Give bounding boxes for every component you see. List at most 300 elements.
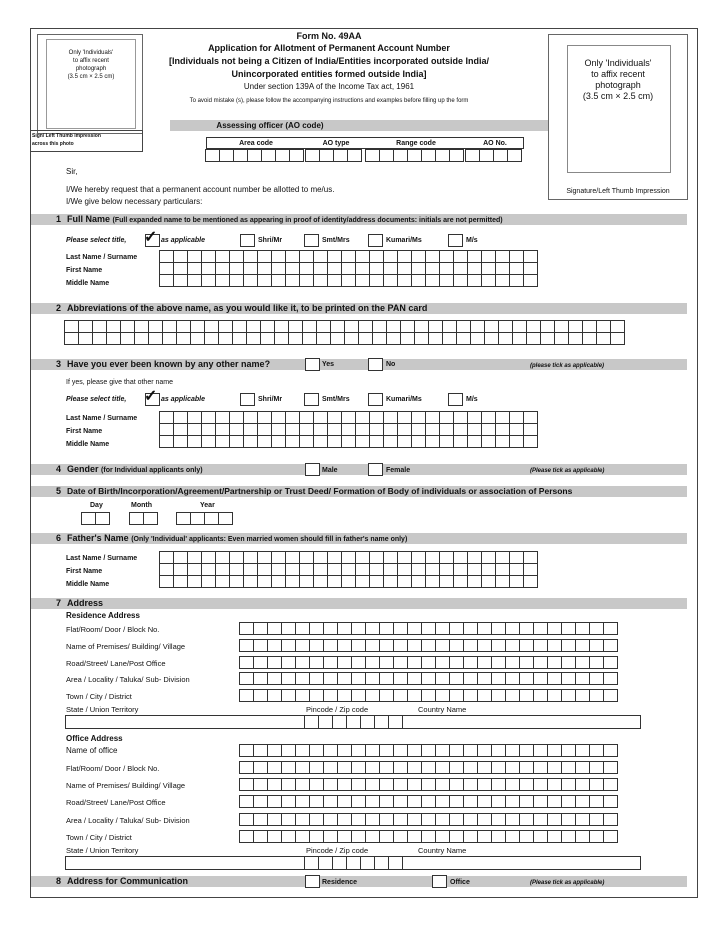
char-cell[interactable] xyxy=(289,149,304,162)
char-cell[interactable] xyxy=(365,639,380,652)
char-cell[interactable] xyxy=(495,274,510,287)
char-cell[interactable] xyxy=(421,744,436,757)
char-cell[interactable] xyxy=(379,656,394,669)
char-cell[interactable] xyxy=(159,435,174,448)
char-cell[interactable] xyxy=(449,622,464,635)
char-cell[interactable] xyxy=(239,672,254,685)
char-cell[interactable] xyxy=(243,274,258,287)
char-cell[interactable] xyxy=(162,332,177,345)
char-cell[interactable] xyxy=(481,575,496,588)
char-cell[interactable] xyxy=(554,332,569,345)
s8-checkbox-residence[interactable] xyxy=(305,875,320,888)
char-cell[interactable] xyxy=(603,672,618,685)
char-cell[interactable] xyxy=(575,744,590,757)
char-cell[interactable] xyxy=(365,813,380,826)
char-cell[interactable] xyxy=(477,689,492,702)
char-cell[interactable] xyxy=(323,689,338,702)
char-cell[interactable] xyxy=(603,761,618,774)
char-cell[interactable] xyxy=(379,795,394,808)
s7-off-premises-grid[interactable] xyxy=(240,778,618,791)
char-cell[interactable] xyxy=(257,274,272,287)
char-cell[interactable] xyxy=(533,672,548,685)
char-cell[interactable] xyxy=(299,274,314,287)
char-cell[interactable] xyxy=(239,795,254,808)
char-cell[interactable] xyxy=(120,332,135,345)
char-cell[interactable] xyxy=(596,332,611,345)
char-cell[interactable] xyxy=(465,149,480,162)
char-cell[interactable] xyxy=(449,795,464,808)
char-cell[interactable] xyxy=(173,274,188,287)
char-cell[interactable] xyxy=(369,274,384,287)
char-cell[interactable] xyxy=(201,575,216,588)
char-cell[interactable] xyxy=(463,795,478,808)
char-cell[interactable] xyxy=(484,332,499,345)
char-cell[interactable] xyxy=(463,622,478,635)
char-cell[interactable] xyxy=(388,856,403,870)
char-cell[interactable] xyxy=(243,575,258,588)
char-cell[interactable] xyxy=(229,575,244,588)
char-cell[interactable] xyxy=(582,332,597,345)
char-cell[interactable] xyxy=(323,778,338,791)
char-cell[interactable] xyxy=(304,715,319,729)
char-cell[interactable] xyxy=(365,795,380,808)
char-cell[interactable] xyxy=(449,761,464,774)
char-cell[interactable] xyxy=(281,639,296,652)
char-cell[interactable] xyxy=(285,435,300,448)
char-cell[interactable] xyxy=(547,656,562,669)
char-cell[interactable] xyxy=(64,332,79,345)
char-cell[interactable] xyxy=(295,672,310,685)
char-cell[interactable] xyxy=(341,274,356,287)
char-cell[interactable] xyxy=(540,332,555,345)
char-cell[interactable] xyxy=(383,274,398,287)
char-cell[interactable] xyxy=(388,715,403,729)
char-cell[interactable] xyxy=(260,332,275,345)
char-cell[interactable] xyxy=(519,744,534,757)
char-cell[interactable] xyxy=(435,795,450,808)
char-cell[interactable] xyxy=(309,689,324,702)
char-cell[interactable] xyxy=(493,149,508,162)
char-cell[interactable] xyxy=(351,656,366,669)
s7-res-premises-grid[interactable] xyxy=(240,639,618,652)
char-cell[interactable] xyxy=(239,830,254,843)
char-cell[interactable] xyxy=(393,149,408,162)
char-cell[interactable] xyxy=(589,761,604,774)
char-cell[interactable] xyxy=(463,761,478,774)
s5-day-grid[interactable] xyxy=(82,512,110,525)
char-cell[interactable] xyxy=(267,672,282,685)
s4-checkbox-female[interactable] xyxy=(368,463,383,476)
char-cell[interactable] xyxy=(435,813,450,826)
char-cell[interactable] xyxy=(561,689,576,702)
char-cell[interactable] xyxy=(106,332,121,345)
char-cell[interactable] xyxy=(261,149,276,162)
char-cell[interactable] xyxy=(337,830,352,843)
char-cell[interactable] xyxy=(309,813,324,826)
char-cell[interactable] xyxy=(505,795,520,808)
char-cell[interactable] xyxy=(379,672,394,685)
char-cell[interactable] xyxy=(505,761,520,774)
char-cell[interactable] xyxy=(346,715,361,729)
char-cell[interactable] xyxy=(347,149,362,162)
char-cell[interactable] xyxy=(421,761,436,774)
char-cell[interactable] xyxy=(467,435,482,448)
char-cell[interactable] xyxy=(547,744,562,757)
char-cell[interactable] xyxy=(463,689,478,702)
char-cell[interactable] xyxy=(477,778,492,791)
char-cell[interactable] xyxy=(425,274,440,287)
char-cell[interactable] xyxy=(360,856,375,870)
char-cell[interactable] xyxy=(575,778,590,791)
char-cell[interactable] xyxy=(449,689,464,702)
char-cell[interactable] xyxy=(421,639,436,652)
char-cell[interactable] xyxy=(505,639,520,652)
char-cell[interactable] xyxy=(397,274,412,287)
char-cell[interactable] xyxy=(281,813,296,826)
char-cell[interactable] xyxy=(561,813,576,826)
char-cell[interactable] xyxy=(407,761,422,774)
char-cell[interactable] xyxy=(547,795,562,808)
char-cell[interactable] xyxy=(439,274,454,287)
char-cell[interactable] xyxy=(421,778,436,791)
char-cell[interactable] xyxy=(505,744,520,757)
char-cell[interactable] xyxy=(439,575,454,588)
char-cell[interactable] xyxy=(479,149,494,162)
char-cell[interactable] xyxy=(337,795,352,808)
char-cell[interactable] xyxy=(369,575,384,588)
char-cell[interactable] xyxy=(407,830,422,843)
char-cell[interactable] xyxy=(407,778,422,791)
s1-checkbox-kumari[interactable] xyxy=(368,234,383,247)
s3-checkbox-ms[interactable] xyxy=(448,393,463,406)
char-cell[interactable] xyxy=(267,778,282,791)
char-cell[interactable] xyxy=(477,830,492,843)
char-cell[interactable] xyxy=(421,795,436,808)
char-cell[interactable] xyxy=(295,761,310,774)
char-cell[interactable] xyxy=(383,575,398,588)
ao-type-grid[interactable] xyxy=(306,149,362,162)
char-cell[interactable] xyxy=(411,274,426,287)
char-cell[interactable] xyxy=(463,744,478,757)
char-cell[interactable] xyxy=(477,656,492,669)
s6-middle-grid[interactable] xyxy=(160,575,538,588)
ao-area-grid[interactable] xyxy=(206,149,304,162)
char-cell[interactable] xyxy=(159,274,174,287)
char-cell[interactable] xyxy=(393,761,408,774)
char-cell[interactable] xyxy=(351,761,366,774)
char-cell[interactable] xyxy=(449,149,464,162)
char-cell[interactable] xyxy=(295,778,310,791)
char-cell[interactable] xyxy=(253,830,268,843)
s7-off-name-grid[interactable] xyxy=(240,744,618,757)
char-cell[interactable] xyxy=(337,622,352,635)
char-cell[interactable] xyxy=(533,639,548,652)
char-cell[interactable] xyxy=(204,332,219,345)
char-cell[interactable] xyxy=(201,435,216,448)
char-cell[interactable] xyxy=(463,813,478,826)
char-cell[interactable] xyxy=(267,813,282,826)
char-cell[interactable] xyxy=(533,761,548,774)
char-cell[interactable] xyxy=(407,813,422,826)
char-cell[interactable] xyxy=(229,274,244,287)
char-cell[interactable] xyxy=(533,689,548,702)
char-cell[interactable] xyxy=(491,656,506,669)
char-cell[interactable] xyxy=(323,744,338,757)
s8-checkbox-office[interactable] xyxy=(432,875,447,888)
char-cell[interactable] xyxy=(449,813,464,826)
char-cell[interactable] xyxy=(379,689,394,702)
char-cell[interactable] xyxy=(407,639,422,652)
char-cell[interactable] xyxy=(239,622,254,635)
char-cell[interactable] xyxy=(379,761,394,774)
char-cell[interactable] xyxy=(247,149,262,162)
char-cell[interactable] xyxy=(285,575,300,588)
char-cell[interactable] xyxy=(407,795,422,808)
char-cell[interactable] xyxy=(229,435,244,448)
char-cell[interactable] xyxy=(411,435,426,448)
char-cell[interactable] xyxy=(603,813,618,826)
char-cell[interactable] xyxy=(477,744,492,757)
char-cell[interactable] xyxy=(435,656,450,669)
char-cell[interactable] xyxy=(267,761,282,774)
char-cell[interactable] xyxy=(355,274,370,287)
char-cell[interactable] xyxy=(589,672,604,685)
char-cell[interactable] xyxy=(533,813,548,826)
char-cell[interactable] xyxy=(253,813,268,826)
char-cell[interactable] xyxy=(281,795,296,808)
char-cell[interactable] xyxy=(491,689,506,702)
char-cell[interactable] xyxy=(271,435,286,448)
char-cell[interactable] xyxy=(435,761,450,774)
char-cell[interactable] xyxy=(358,332,373,345)
char-cell[interactable] xyxy=(313,274,328,287)
char-cell[interactable] xyxy=(393,639,408,652)
char-cell[interactable] xyxy=(519,830,534,843)
char-cell[interactable] xyxy=(589,744,604,757)
char-cell[interactable] xyxy=(233,149,248,162)
s3-checkbox-yes[interactable] xyxy=(305,358,320,371)
char-cell[interactable] xyxy=(295,795,310,808)
char-cell[interactable] xyxy=(218,512,233,525)
char-cell[interactable] xyxy=(512,332,527,345)
char-cell[interactable] xyxy=(463,656,478,669)
char-cell[interactable] xyxy=(383,435,398,448)
char-cell[interactable] xyxy=(470,332,485,345)
char-cell[interactable] xyxy=(323,672,338,685)
char-cell[interactable] xyxy=(407,689,422,702)
char-cell[interactable] xyxy=(526,332,541,345)
char-cell[interactable] xyxy=(533,656,548,669)
char-cell[interactable] xyxy=(589,778,604,791)
char-cell[interactable] xyxy=(351,830,366,843)
char-cell[interactable] xyxy=(449,639,464,652)
s7-res-area-grid[interactable] xyxy=(240,672,618,685)
char-cell[interactable] xyxy=(477,761,492,774)
char-cell[interactable] xyxy=(463,778,478,791)
char-cell[interactable] xyxy=(134,332,149,345)
char-cell[interactable] xyxy=(589,689,604,702)
char-cell[interactable] xyxy=(397,435,412,448)
char-cell[interactable] xyxy=(337,744,352,757)
char-cell[interactable] xyxy=(201,274,216,287)
char-cell[interactable] xyxy=(81,512,96,525)
char-cell[interactable] xyxy=(365,830,380,843)
char-cell[interactable] xyxy=(603,622,618,635)
char-cell[interactable] xyxy=(267,744,282,757)
char-cell[interactable] xyxy=(519,761,534,774)
char-cell[interactable] xyxy=(421,622,436,635)
s7-res-road-grid[interactable] xyxy=(240,656,618,669)
char-cell[interactable] xyxy=(351,744,366,757)
char-cell[interactable] xyxy=(491,795,506,808)
char-cell[interactable] xyxy=(491,813,506,826)
char-cell[interactable] xyxy=(386,332,401,345)
ao-no-grid[interactable] xyxy=(466,149,522,162)
char-cell[interactable] xyxy=(379,639,394,652)
char-cell[interactable] xyxy=(305,149,320,162)
char-cell[interactable] xyxy=(547,672,562,685)
char-cell[interactable] xyxy=(481,274,496,287)
char-cell[interactable] xyxy=(505,656,520,669)
char-cell[interactable] xyxy=(407,744,422,757)
char-cell[interactable] xyxy=(351,795,366,808)
char-cell[interactable] xyxy=(547,622,562,635)
char-cell[interactable] xyxy=(253,761,268,774)
char-cell[interactable] xyxy=(435,689,450,702)
char-cell[interactable] xyxy=(421,830,436,843)
char-cell[interactable] xyxy=(589,830,604,843)
char-cell[interactable] xyxy=(204,512,219,525)
char-cell[interactable] xyxy=(239,639,254,652)
char-cell[interactable] xyxy=(463,639,478,652)
char-cell[interactable] xyxy=(275,149,290,162)
char-cell[interactable] xyxy=(421,672,436,685)
char-cell[interactable] xyxy=(491,672,506,685)
char-cell[interactable] xyxy=(215,274,230,287)
char-cell[interactable] xyxy=(425,435,440,448)
char-cell[interactable] xyxy=(327,575,342,588)
s3-checkbox-shri[interactable] xyxy=(240,393,255,406)
char-cell[interactable] xyxy=(393,672,408,685)
char-cell[interactable] xyxy=(337,813,352,826)
char-cell[interactable] xyxy=(491,830,506,843)
char-cell[interactable] xyxy=(442,332,457,345)
char-cell[interactable] xyxy=(190,332,205,345)
s7-off-area-grid[interactable] xyxy=(240,813,618,826)
char-cell[interactable] xyxy=(365,672,380,685)
char-cell[interactable] xyxy=(316,332,331,345)
char-cell[interactable] xyxy=(575,622,590,635)
char-cell[interactable] xyxy=(603,778,618,791)
char-cell[interactable] xyxy=(281,672,296,685)
char-cell[interactable] xyxy=(365,689,380,702)
char-cell[interactable] xyxy=(575,813,590,826)
char-cell[interactable] xyxy=(379,830,394,843)
char-cell[interactable] xyxy=(281,778,296,791)
char-cell[interactable] xyxy=(449,778,464,791)
char-cell[interactable] xyxy=(509,274,524,287)
char-cell[interactable] xyxy=(327,274,342,287)
s7-res-pin-grid[interactable] xyxy=(305,715,403,729)
char-cell[interactable] xyxy=(360,715,375,729)
char-cell[interactable] xyxy=(519,672,534,685)
char-cell[interactable] xyxy=(547,830,562,843)
char-cell[interactable] xyxy=(299,435,314,448)
char-cell[interactable] xyxy=(477,639,492,652)
s7-off-town-grid[interactable] xyxy=(240,830,618,843)
char-cell[interactable] xyxy=(575,795,590,808)
char-cell[interactable] xyxy=(309,744,324,757)
char-cell[interactable] xyxy=(239,778,254,791)
char-cell[interactable] xyxy=(288,332,303,345)
char-cell[interactable] xyxy=(351,813,366,826)
char-cell[interactable] xyxy=(589,622,604,635)
char-cell[interactable] xyxy=(547,813,562,826)
char-cell[interactable] xyxy=(295,813,310,826)
s1-checkbox-shri[interactable] xyxy=(240,234,255,247)
char-cell[interactable] xyxy=(365,744,380,757)
char-cell[interactable] xyxy=(519,778,534,791)
char-cell[interactable] xyxy=(365,149,380,162)
char-cell[interactable] xyxy=(267,622,282,635)
char-cell[interactable] xyxy=(323,622,338,635)
char-cell[interactable] xyxy=(439,435,454,448)
char-cell[interactable] xyxy=(603,656,618,669)
char-cell[interactable] xyxy=(561,622,576,635)
char-cell[interactable] xyxy=(610,332,625,345)
char-cell[interactable] xyxy=(232,332,247,345)
char-cell[interactable] xyxy=(187,435,202,448)
char-cell[interactable] xyxy=(309,639,324,652)
char-cell[interactable] xyxy=(274,332,289,345)
char-cell[interactable] xyxy=(319,149,334,162)
char-cell[interactable] xyxy=(267,639,282,652)
char-cell[interactable] xyxy=(407,149,422,162)
char-cell[interactable] xyxy=(333,149,348,162)
char-cell[interactable] xyxy=(337,639,352,652)
char-cell[interactable] xyxy=(421,149,436,162)
char-cell[interactable] xyxy=(281,689,296,702)
char-cell[interactable] xyxy=(95,512,110,525)
char-cell[interactable] xyxy=(547,761,562,774)
char-cell[interactable] xyxy=(603,744,618,757)
char-cell[interactable] xyxy=(507,149,522,162)
char-cell[interactable] xyxy=(143,512,158,525)
char-cell[interactable] xyxy=(337,672,352,685)
char-cell[interactable] xyxy=(467,274,482,287)
char-cell[interactable] xyxy=(379,149,394,162)
char-cell[interactable] xyxy=(505,830,520,843)
char-cell[interactable] xyxy=(435,830,450,843)
char-cell[interactable] xyxy=(575,656,590,669)
char-cell[interactable] xyxy=(346,856,361,870)
char-cell[interactable] xyxy=(341,575,356,588)
char-cell[interactable] xyxy=(414,332,429,345)
char-cell[interactable] xyxy=(239,761,254,774)
char-cell[interactable] xyxy=(393,622,408,635)
char-cell[interactable] xyxy=(393,813,408,826)
char-cell[interactable] xyxy=(561,744,576,757)
char-cell[interactable] xyxy=(281,761,296,774)
char-cell[interactable] xyxy=(575,761,590,774)
char-cell[interactable] xyxy=(215,575,230,588)
char-cell[interactable] xyxy=(435,622,450,635)
char-cell[interactable] xyxy=(449,744,464,757)
char-cell[interactable] xyxy=(449,830,464,843)
char-cell[interactable] xyxy=(477,622,492,635)
char-cell[interactable] xyxy=(603,830,618,843)
char-cell[interactable] xyxy=(176,512,191,525)
